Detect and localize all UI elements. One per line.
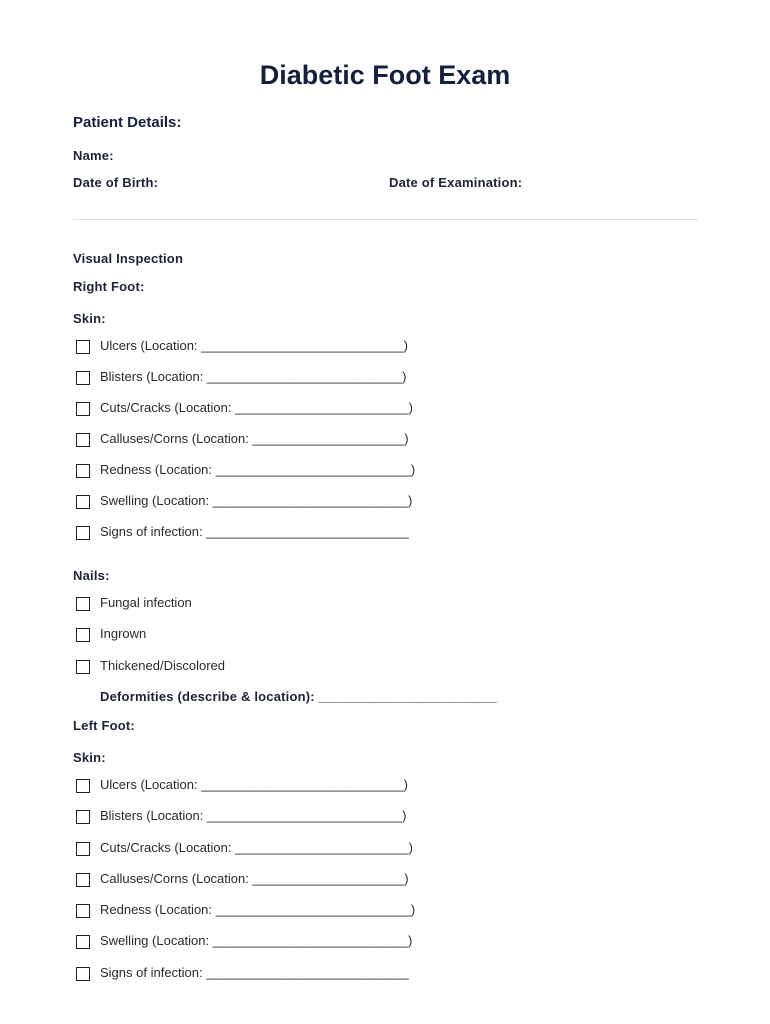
date-of-examination-label: Date of Examination: (389, 175, 523, 190)
right-blisters-checkbox[interactable] (76, 371, 90, 385)
right-cuts-cracks-text: Cuts/Cracks (Location: ________________________) (100, 400, 413, 415)
right-foot-nails-label: Nails: (73, 568, 110, 583)
left-foot-skin-label: Skin: (73, 750, 106, 765)
left-cuts-cracks-checkbox[interactable] (76, 842, 90, 856)
name-label: Name: (73, 148, 114, 163)
right-swelling-checkbox[interactable] (76, 495, 90, 509)
left-swelling-checkbox[interactable] (76, 935, 90, 949)
visual-inspection-heading: Visual Inspection (73, 251, 184, 266)
section-divider (73, 219, 698, 220)
thickened-discolored-checkbox[interactable] (76, 660, 90, 674)
right-swelling-text: Swelling (Location: ___________________________) (100, 493, 413, 508)
fungal-infection-text: Fungal infection (100, 595, 192, 610)
right-redness-text: Redness (Location: ___________________________) (100, 462, 416, 477)
right-calluses-corns-text: Calluses/Corns (Location: _____________________) (100, 431, 409, 446)
right-ulcers-checkbox[interactable] (76, 340, 90, 354)
left-blisters-text: Blisters (Location: ___________________________) (100, 808, 407, 823)
left-swelling-text: Swelling (Location: ___________________________) (100, 933, 413, 948)
left-ulcers-text: Ulcers (Location: ____________________________) (100, 777, 408, 792)
date-of-birth-label: Date of Birth: (73, 175, 159, 190)
left-redness-checkbox[interactable] (76, 904, 90, 918)
right-calluses-corns-checkbox[interactable] (76, 433, 90, 447)
left-calluses-corns-text: Calluses/Corns (Location: _____________________) (100, 871, 409, 886)
right-foot-label: Right Foot: (73, 279, 145, 294)
right-ulcers-text: Ulcers (Location: ____________________________) (100, 338, 408, 353)
left-redness-text: Redness (Location: ___________________________) (100, 902, 416, 917)
ingrown-checkbox[interactable] (76, 628, 90, 642)
right-cuts-cracks-checkbox[interactable] (76, 402, 90, 416)
left-blisters-checkbox[interactable] (76, 810, 90, 824)
fungal-infection-checkbox[interactable] (76, 597, 90, 611)
patient-details-heading: Patient Details: (73, 114, 182, 131)
left-ulcers-checkbox[interactable] (76, 779, 90, 793)
right-infection-text: Signs of infection: ____________________________ (100, 524, 409, 539)
document-title: Diabetic Foot Exam (259, 60, 511, 90)
right-blisters-text: Blisters (Location: ___________________________) (100, 369, 407, 384)
left-calluses-corns-checkbox[interactable] (76, 873, 90, 887)
thickened-discolored-text: Thickened/Discolored (100, 658, 226, 673)
ingrown-text: Ingrown (100, 626, 147, 641)
deformities-field: Deformities (describe & location): ________________________ (100, 689, 497, 704)
left-infection-checkbox[interactable] (76, 967, 90, 981)
left-cuts-cracks-text: Cuts/Cracks (Location: ________________________) (100, 840, 413, 855)
left-infection-text: Signs of infection: ____________________________ (100, 965, 409, 980)
right-infection-checkbox[interactable] (76, 526, 90, 540)
left-foot-label: Left Foot: (73, 718, 135, 733)
right-redness-checkbox[interactable] (76, 464, 90, 478)
right-foot-skin-label: Skin: (73, 311, 106, 326)
